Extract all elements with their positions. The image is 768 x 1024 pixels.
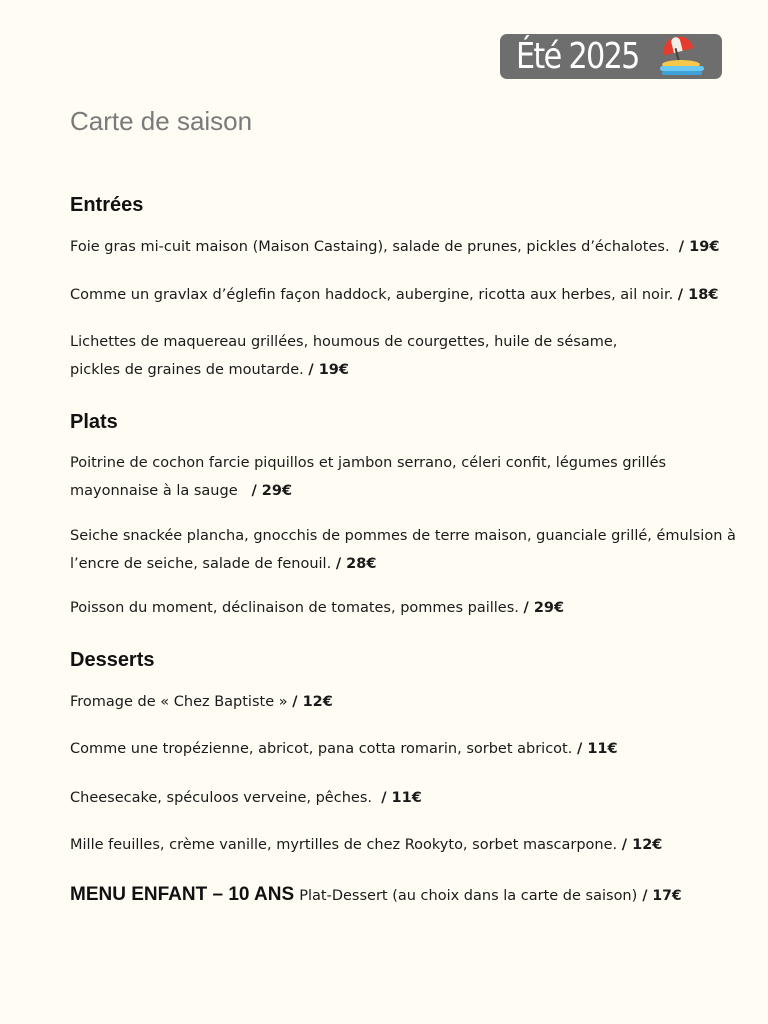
section-title-desserts: Desserts [70, 649, 155, 671]
item-price: / 29€ [523, 600, 565, 616]
menu-item [70, 328, 630, 384]
kids-menu-description: Plat-Dessert (au choix dans la carte de saison) [299, 888, 638, 904]
item-description: Comme une tropézienne, abricot, pana cotta romarin, sorbet abricot. [70, 741, 573, 757]
item-description: Lichettes de maquereau grillées, houmous de courgettes, huile de sésame, pickles de graines de moutarde. [70, 334, 618, 378]
item-description: Cheesecake, spéculoos verveine, pêches. [70, 790, 372, 806]
item-description: Comme un gravlax d’églefin façon haddock, aubergine, ricotta aux herbes, ail noir. [70, 287, 674, 303]
item-price: / 18€ [677, 287, 719, 303]
menu-item [70, 522, 738, 578]
season-badge-label: Été 2025 [516, 36, 639, 77]
item-price: / 12€ [621, 837, 663, 853]
item-description: Seiche snackée plancha, gnocchis de pommes de terre maison, guanciale grillé, émulsion à l’encre de seiche, salade de fenouil. [70, 528, 736, 572]
kids-menu-title: MENU ENFANT – 10 ANS [70, 884, 295, 905]
item-price: / 19€ [678, 239, 720, 255]
item-description: Mille feuilles, crème vanille, myrtilles de chez Rookyto, sorbet mascarpone. [70, 837, 618, 853]
item-description: Fromage de « Chez Baptiste » [70, 694, 288, 710]
item-price: / 29€ [251, 483, 293, 499]
menu-item [70, 784, 738, 812]
menu-subtitle: Carte de saison [70, 106, 253, 136]
menu-item [70, 831, 738, 859]
menu-item [70, 735, 738, 763]
kids-menu-price: / 17€ [642, 888, 682, 904]
item-description: Poisson du moment, déclinaison de tomates, pommes pailles. [70, 600, 519, 616]
kids-menu [70, 880, 760, 911]
menu-item [70, 688, 738, 716]
season-badge [500, 34, 722, 79]
item-price: / 28€ [335, 556, 377, 572]
menu-item [70, 449, 690, 505]
item-price: / 11€ [576, 741, 618, 757]
item-price: / 19€ [308, 362, 349, 378]
section-title-plats: Plats [70, 411, 118, 433]
menu-item [70, 594, 738, 622]
item-description: Poitrine de cochon farcie piquillos et jambon serrano, céleri confit, légumes grillés mayonnaise à la sauge [70, 455, 667, 499]
item-description: Foie gras mi-cuit maison (Maison Castaing), salade de prunes, pickles d’échalotes. [70, 239, 670, 255]
item-price: / 11€ [381, 790, 422, 806]
item-price: / 12€ [292, 694, 333, 710]
section-title-entrees: Entrées [70, 194, 144, 216]
menu-item [70, 281, 738, 309]
menu-item [70, 233, 738, 261]
beach-umbrella-icon [660, 37, 706, 77]
